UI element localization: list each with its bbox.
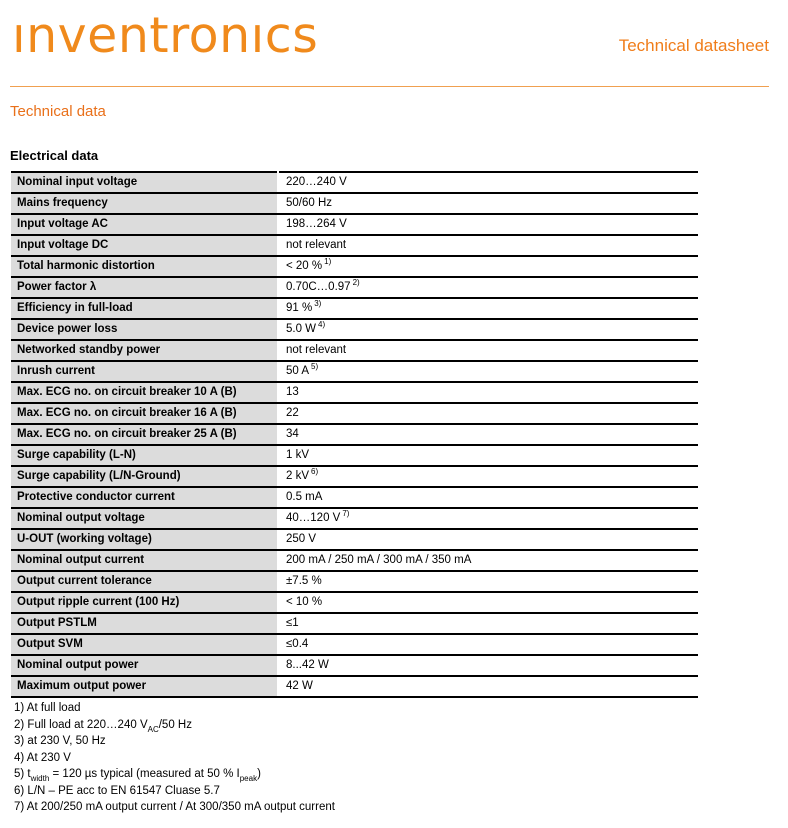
table-row (11, 214, 698, 235)
row-label: Max. ECG no. on circuit breaker 25 A (B) (11, 424, 278, 445)
row-label: Nominal output current (11, 550, 278, 571)
row-value (278, 172, 698, 193)
row-value-text: 42 W (286, 680, 313, 692)
row-value (278, 613, 698, 634)
footnote-ref: 1) (324, 257, 332, 266)
table-row (11, 613, 698, 634)
table-row (11, 319, 698, 340)
header-divider (10, 86, 769, 87)
table-title: Electrical data (10, 148, 99, 163)
row-label: Input voltage DC (11, 235, 278, 256)
row-value (278, 319, 698, 340)
row-value (278, 466, 698, 487)
row-value-text: 250 V (286, 533, 317, 545)
table-row (11, 256, 698, 277)
inventronics-logo: ınventronıcs (12, 7, 319, 64)
table-row (11, 277, 698, 298)
table-row (11, 487, 698, 508)
row-label: Inrush current (11, 361, 278, 382)
table-row (11, 172, 698, 193)
row-value-text: < 10 % (286, 596, 323, 608)
row-value (278, 571, 698, 592)
row-value-text: ≤1 (286, 617, 299, 629)
row-value-text: 198…264 V (286, 218, 347, 230)
table-row (11, 340, 698, 361)
footnote-5: 5) $t_{width} = 120$ µs typical (measured at 50 % $I_{peak}$) (14, 768, 261, 783)
table-row (11, 676, 698, 697)
footnote-ref: 3) (314, 299, 322, 308)
footnote-ref: 5) (311, 362, 319, 371)
row-value-text: ≤0.4 (286, 638, 309, 650)
row-label: Nominal input voltage (11, 172, 278, 193)
row-label: Power factor λ (11, 277, 278, 298)
row-value (278, 676, 698, 697)
row-value-text: 34 (286, 428, 299, 440)
row-value-text: 5.0 W (286, 323, 317, 335)
row-label: Networked standby power (11, 340, 278, 361)
row-value-text: ±7.5 % (286, 575, 322, 587)
table-row (11, 298, 698, 319)
row-value (278, 508, 698, 529)
row-label: Maximum output power (11, 676, 278, 697)
row-label: Output ripple current (100 Hz) (11, 592, 278, 613)
footnote-ref: 4) (318, 320, 326, 329)
row-value (278, 298, 698, 319)
table-row (11, 508, 698, 529)
row-label: Efficiency in full-load (11, 298, 278, 319)
row-value (278, 529, 698, 550)
table-row (11, 592, 698, 613)
row-label: Max. ECG no. on circuit breaker 10 A (B) (11, 382, 278, 403)
row-value (278, 193, 698, 214)
row-value-text: 22 (286, 407, 299, 419)
row-label: Nominal output voltage (11, 508, 278, 529)
row-value-text: not relevant (286, 239, 347, 251)
footnote-2: 2) Full load at 220…240 $V_{AC}/50$ Hz (14, 718, 192, 734)
table-row (11, 466, 698, 487)
row-label: Nominal output power (11, 655, 278, 676)
footnote-ref: 2) (352, 278, 360, 287)
section-title: Technical data (10, 103, 106, 120)
row-value-text: 13 (286, 386, 299, 398)
footnote-3: 3) at 230 V, 50 Hz (14, 735, 106, 747)
footnote-1: 1) At full load (14, 702, 81, 714)
row-value-text: 0.70C…0.97 (286, 281, 351, 293)
table-row (11, 361, 698, 382)
table-row (11, 403, 698, 424)
row-value (278, 403, 698, 424)
footnote-6: 6) L/N – PE acc to EN 61547 Cluase 5.7 (14, 784, 220, 797)
row-label: Output current tolerance (11, 571, 278, 592)
table-row (11, 193, 698, 214)
row-value (278, 655, 698, 676)
row-value-text: 50 A (286, 365, 310, 377)
row-value (278, 592, 698, 613)
footnotes (14, 700, 335, 816)
row-value-text: 1 kV (286, 449, 310, 461)
row-value-text: 8...42 W (286, 659, 329, 671)
row-label: Input voltage AC (11, 214, 278, 235)
footnote-ref: 7) (342, 509, 350, 518)
row-label: Device power loss (11, 319, 278, 340)
row-value (278, 550, 698, 571)
table-row (11, 634, 698, 655)
row-value-text: 0.5 mA (286, 491, 323, 503)
table-row (11, 382, 698, 403)
row-value (278, 235, 698, 256)
row-value (278, 445, 698, 466)
table-row (11, 529, 698, 550)
row-label: Total harmonic distortion (11, 256, 278, 277)
row-value (278, 487, 698, 508)
row-label: Surge capability (L/N-Ground) (11, 466, 278, 487)
row-label: Protective conductor current (11, 487, 278, 508)
table-row (11, 445, 698, 466)
footnote-4: 4) At 230 V (14, 751, 71, 764)
row-value-text: 220…240 V (286, 176, 347, 188)
electrical-data-table (11, 171, 698, 698)
footnote-7: 7) At 200/250 mA output current / At 300/350 mA output current (14, 801, 335, 813)
document-type-label: Technical datasheet (618, 36, 769, 55)
row-value (278, 277, 698, 298)
row-value (278, 424, 698, 445)
footnote-ref: 6) (311, 467, 319, 476)
row-value-text: 200 mA / 250 mA / 300 mA / 350 mA (286, 554, 472, 566)
row-value-text: 50/60 Hz (286, 197, 333, 209)
row-value-text: not relevant (286, 344, 347, 356)
table-row (11, 571, 698, 592)
row-value (278, 361, 698, 382)
row-value (278, 340, 698, 361)
row-value (278, 256, 698, 277)
table-row (11, 550, 698, 571)
row-value-text: 2 kV (286, 470, 310, 482)
row-value (278, 382, 698, 403)
row-value-text: 91 % (286, 302, 313, 314)
table-row (11, 235, 698, 256)
row-label: Mains frequency (11, 193, 278, 214)
row-value-text: 40…120 V (286, 512, 341, 524)
row-value (278, 214, 698, 235)
row-label: Output SVM (11, 634, 278, 655)
row-label: Surge capability (L-N) (11, 445, 278, 466)
row-value (278, 634, 698, 655)
table-row (11, 424, 698, 445)
row-value-text: < 20 % (286, 260, 323, 272)
row-label: Output PSTLM (11, 613, 278, 634)
row-label: U-OUT (working voltage) (11, 529, 278, 550)
row-label: Max. ECG no. on circuit breaker 16 A (B) (11, 403, 278, 424)
table-row (11, 655, 698, 676)
